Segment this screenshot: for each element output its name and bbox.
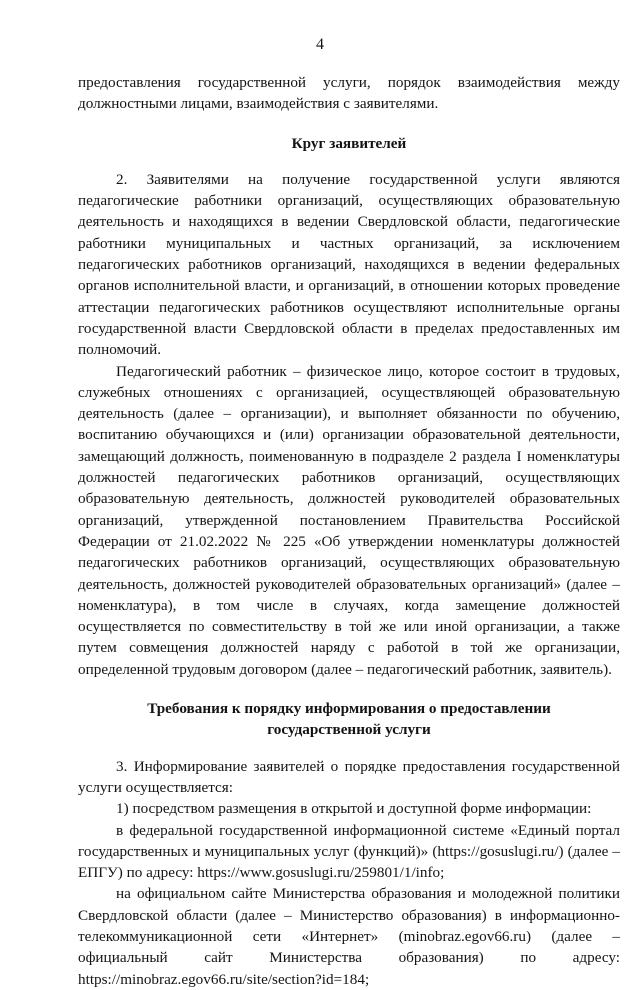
paragraph-epgu: в федеральной государственной информационной системе «Единый портал государственных и муниципальных услуг (функций)» (https://gosuslugi.ru/) (далее – ЕПГУ) по адресу: https://www.gosuslugi.ru/259801/1/info; [78,821,620,882]
document-body [78,72,620,990]
paragraph-applicants: 2. Заявителями на получение государственной услуги являются педагогические работники организаций, осуществляющих образовательную деятельность и находящихся в ведении Свердловской области, педагогические работники муниципальных и частных организаций, за исключением педагогических работников организаций, находящихся в ведении федеральных органов исполнительной власти, и организаций, в отношении которых проведение аттестации педагогических работников осуществляют исполнительные органы государственной власти Свердловской области в пределах предоставленных им полномочий. [78,170,620,359]
paragraph-informing: 3. Информирование заявителей о порядке предоставления государственной услуги осуществляется: [78,757,620,796]
paragraph-official-site: на официальном сайте Министерства образования и молодежной политики Свердловской области (далее – Министерство образования) в информационно-телекоммуникационной сети «Интернет» (minobraz.egov66.ru) (далее – официальный сайт Министерства образования) по адресу: https://minobraz.egov66.ru/site/section?id=184; [78,885,620,988]
intro-paragraph: предоставления государственной услуги, порядок взаимодействия между должностными лицами, взаимодействия с заявителями. [78,74,620,113]
page-number: 4 [316,36,324,53]
paragraph-item-1: 1) посредством размещения в открытой и доступной форме информации: [116,800,592,818]
section-heading-applicants: Круг заявителей [291,134,407,152]
paragraph-pedagogical-worker: Педагогический работник – физическое лицо, которое состоит в трудовых, служебных отношениях с организацией, осуществляющей образовательную деятельность (далее – организации), и выполняет обязанности по обучению, воспитанию обучающихся и (или) организации образовательной деятельности, замещающий должность, поименованную в подразделе 2 раздела I номенклатуры должностей педагогических работников организаций, осуществляющих образовательную деятельность, должностей руководителей образовательных организаций, утвержденной постановлением Правительства Российской Федерации от 21.02.2022 № 225 «Об утверждении номенклатуры должностей педагогических работников организаций, осуществляющих образовательную деятельность, должностей руководителей образовательных организаций» (далее – номенклатура), в том числе в случаях, когда замещение должностей осуществляется по совместительству в той же или иной организации, а также путем совмещения должностей наряду с работой в той же организации, определенной трудовым договором (далее – педагогический работник, заявитель). [78,362,620,678]
section-heading-informing [78,698,620,741]
heading-line-2: государственной услуги [267,721,431,739]
heading-line-1: Требования к порядку информирования о предоставлении [147,700,551,718]
